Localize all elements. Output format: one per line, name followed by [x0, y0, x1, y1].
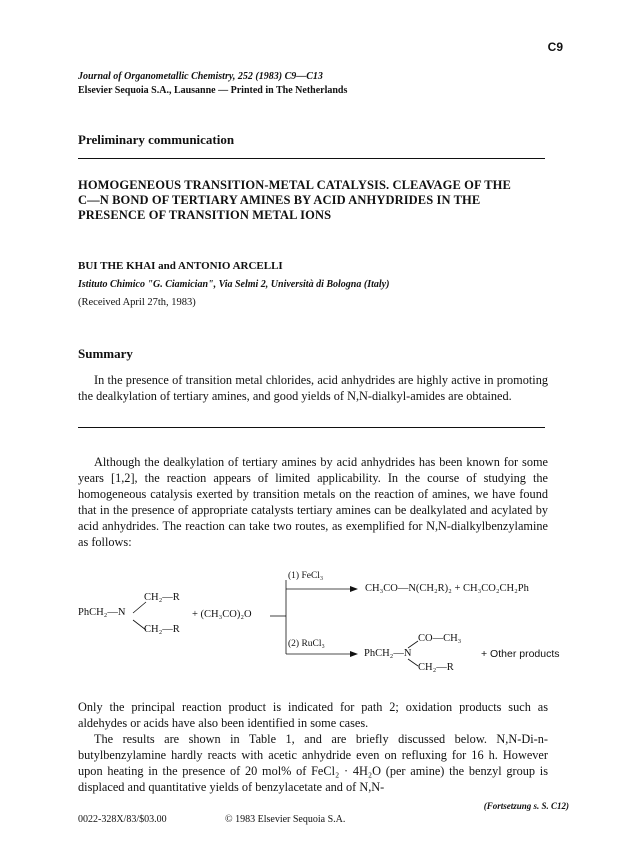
- article-title: [78, 178, 548, 223]
- path2-other-products: + Other products: [481, 648, 560, 660]
- reaction-scheme: [78, 568, 578, 686]
- path2-amide: PhCH₂—N: [364, 648, 412, 659]
- title-line: C—N BOND OF TERTIARY AMINES BY ACID ANHYDRIDES IN THE: [78, 193, 481, 207]
- intro-text: Although the dealkylation of tertiary amines by acid anhydrides has been known for some years [1,2], the reaction appears of limited applicability. In the course of studying the homogeneous catalysis exerted by transition metals on the reaction of amines, we have found that in the presence of appropriate catalysts tertiary amines can be dealkylated and acylated by acid anhydrides. The reaction can take two routes, as exemplified for N,N-dialkylbenzylamine as follows:: [78, 455, 548, 549]
- institution: Istituto Chimico "G. Ciamician", Via Selmi 2, Università di Bologna (Italy): [78, 279, 390, 290]
- summary-divider: [78, 427, 545, 428]
- results-text: The results are shown in Table 1, and are briefly discussed below. N,N-Di-n-butylbenzylamine hardly reacts with acetic anhydride even on refluxing for 16 h. However upon heating in the presence of 20 mol% of FeCl₂ · 4H₂O (per amine) the benzyl group is displaced and quantitative yields of benzylacetate and of N,N-: [78, 732, 548, 794]
- received-date: (Received April 27th, 1983): [78, 297, 196, 308]
- path1-products: CH₃CO—N(CH₂R)₂ + CH₃CO₂CH₂Ph: [365, 583, 529, 594]
- body-paragraph: [78, 699, 548, 795]
- title-line: PRESENCE OF TRANSITION METAL IONS: [78, 208, 332, 222]
- journal-citation: Journal of Organometallic Chemistry, 252 (1983) C9—C13: [78, 71, 323, 82]
- summary-text: In the presence of transition metal chlorides, acid anhydrides are highly active in promoting the dealkylation of tertiary amines, and good yields of N,N-dialkyl-amides are obtained.: [78, 373, 548, 403]
- path2-upper-substituent: CO—CH₃: [418, 633, 462, 644]
- path1-label: (1) FeCl₃: [288, 571, 324, 581]
- reactant-amine: PhCH₂—N: [78, 607, 126, 618]
- authors: BUI THE KHAI and ANTONIO ARCELLI: [78, 260, 283, 272]
- title-line: HOMOGENEOUS TRANSITION-METAL CATALYSIS. CLEAVAGE OF THE: [78, 178, 511, 192]
- summary-heading: Summary: [78, 346, 133, 361]
- summary-paragraph: [78, 372, 548, 404]
- publisher-line: Elsevier Sequoia S.A., Lausanne — Printed in The Netherlands: [78, 85, 348, 96]
- header-divider: [78, 158, 545, 159]
- after-scheme-text: Only the principal reaction product is indicated for path 2; oxidation products such as aldehydes or acids have also been identified in some cases.: [78, 700, 548, 730]
- reactant-upper-substituent: CH₂—R: [144, 592, 180, 603]
- section-label: Preliminary communication: [78, 132, 235, 147]
- path2-lower-substituent: CH₂—R: [418, 662, 454, 673]
- issn-code: 0022-328X/83/$03.00: [78, 814, 167, 825]
- reactant-lower-substituent: CH₂—R: [144, 624, 180, 635]
- journal-header: [78, 70, 347, 98]
- path2-label: (2) RuCl₃: [288, 639, 325, 649]
- continuation-note: (Fortsetzung s. S. C12): [483, 801, 569, 811]
- intro-paragraph: [78, 454, 548, 550]
- reagent-anhydride: + (CH₃CO)₂O: [192, 609, 252, 620]
- page-number: C9: [547, 40, 563, 54]
- copyright-line: © 1983 Elsevier Sequoia S.A.: [225, 814, 346, 825]
